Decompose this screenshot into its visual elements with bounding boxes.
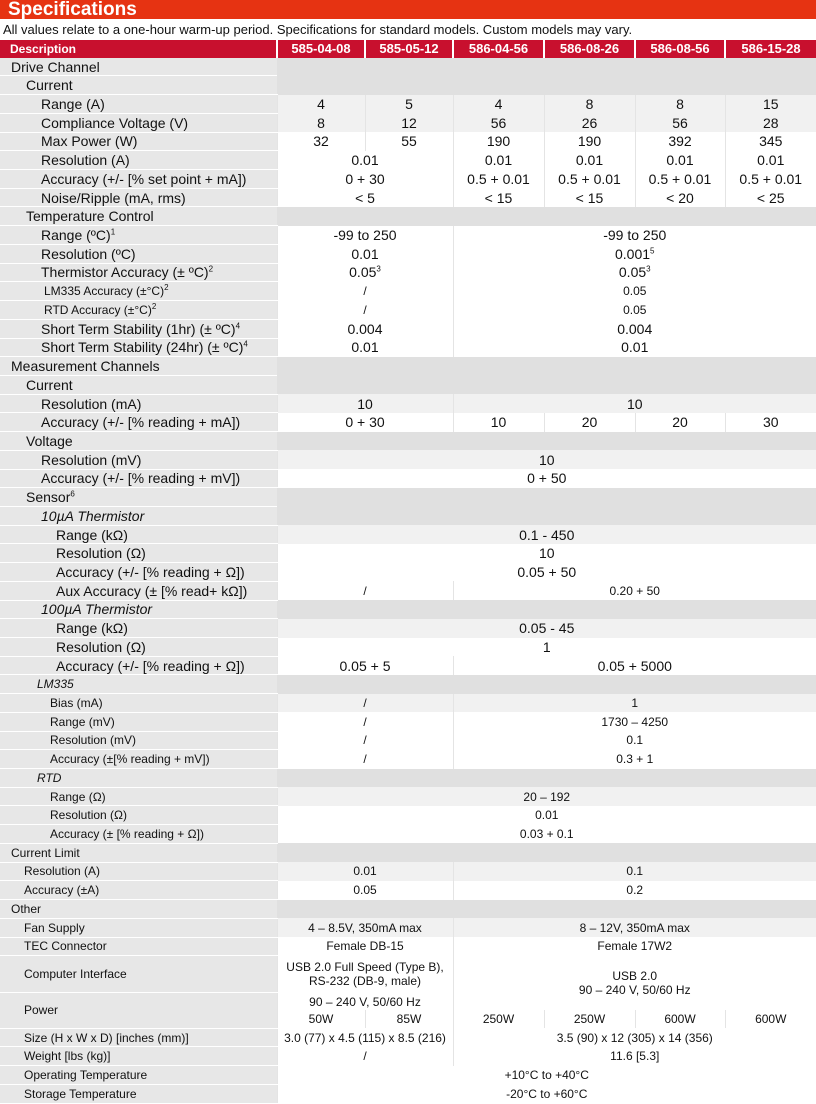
cell: 0 + 50 <box>277 469 816 488</box>
cell: 1 <box>453 694 816 713</box>
row-label: Short Term Stability (24hr) (± ºC)$^4$ <box>0 338 277 357</box>
cell: < 25 <box>725 188 816 207</box>
row-label: Accuracy (+/- [% reading + mV]) <box>0 469 277 488</box>
table-row <box>0 357 816 376</box>
cell: 10 <box>453 394 816 413</box>
row-label: Storage Temperature <box>0 1084 277 1103</box>
cell: 20 <box>635 413 725 432</box>
cell: 10 <box>277 394 453 413</box>
table-row <box>0 600 816 619</box>
cell: USB 2.0 Full Speed (Type B), RS-232 (DB-9, male) <box>277 956 453 993</box>
cell: 4 <box>453 95 544 114</box>
cell: 0.05$^3$ <box>277 263 453 282</box>
cell: < 15 <box>453 188 544 207</box>
table-row <box>0 506 816 525</box>
section-label: Current <box>0 76 277 95</box>
header-model: 586-08-56 <box>635 40 725 58</box>
cell: 0.20 + 50 <box>453 581 816 600</box>
row-label: Thermistor Accuracy (± ºC)$^2$ <box>0 263 277 282</box>
specifications-banner: Specifications <box>0 0 816 19</box>
cell: / <box>277 301 453 320</box>
cell: 0.5 + 0.01 <box>544 170 635 189</box>
cell: 0.01 <box>725 151 816 170</box>
cell: 85W <box>365 1010 453 1028</box>
cell: 3.0 (77) x 4.5 (115) x 8.5 (216) <box>277 1028 453 1047</box>
row-label: Range (ºC)$^1$ <box>0 226 277 245</box>
table-row <box>0 151 816 170</box>
cell: < 20 <box>635 188 725 207</box>
table-row <box>0 188 816 207</box>
section-label: Current Limit <box>0 843 277 862</box>
cell: USB 2.0 90 – 240 V, 50/60 Hz <box>453 956 816 1011</box>
row-label: Resolution (Ω) <box>0 806 277 825</box>
cell: 11.6 [5.3] <box>453 1047 816 1066</box>
section-label: Measurement Channels <box>0 357 277 376</box>
row-label: Accuracy (± [% reading + Ω]) <box>0 825 277 844</box>
section-label: Other <box>0 900 277 919</box>
table-row <box>0 207 816 226</box>
table-row <box>0 544 816 563</box>
section-label: 100µA Thermistor <box>0 600 277 619</box>
section-label: Current <box>0 375 277 394</box>
cell: 10 <box>453 413 544 432</box>
cell: +10°C to +40°C <box>277 1066 816 1085</box>
table-row <box>0 375 816 394</box>
cell: 0.004 <box>277 319 453 338</box>
section-label: 10µA Thermistor <box>0 506 277 525</box>
header-model: 586-04-56 <box>453 40 544 58</box>
header-model: 585-05-12 <box>365 40 453 58</box>
table-header-row <box>0 40 816 58</box>
row-label: Accuracy (±[% reading + mV]) <box>0 750 277 769</box>
row-label: Resolution (mV) <box>0 450 277 469</box>
table-row <box>0 282 816 301</box>
header-model: 585-04-08 <box>277 40 365 58</box>
cell: 0.01 <box>635 151 725 170</box>
section-label: Sensor$^6$ <box>0 488 277 507</box>
section-label: Temperature Control <box>0 207 277 226</box>
cell: 0.05$^3$ <box>453 263 816 282</box>
cell: 90 – 240 V, 50/60 Hz <box>277 993 453 1011</box>
row-label: RTD Accuracy $(\pm^\circ C)^2$ <box>0 301 277 320</box>
header-model: 586-08-26 <box>544 40 635 58</box>
cell: -20°C to +60°C <box>277 1084 816 1103</box>
table-row <box>0 675 816 694</box>
table-row <box>0 432 816 451</box>
cell: 0.1 - 450 <box>277 525 816 544</box>
row-label: Resolution (A) <box>0 151 277 170</box>
cell: 1 <box>277 638 816 657</box>
row-label: Accuracy (±A) <box>0 881 277 900</box>
row-label: Accuracy (+/- [% reading + mA]) <box>0 413 277 432</box>
cell: -99 to 250 <box>453 226 816 245</box>
cell: 0.05 + 5000 <box>453 656 816 675</box>
cell: 345 <box>725 132 816 151</box>
row-label: Computer Interface <box>0 956 277 993</box>
table-row <box>0 319 816 338</box>
table-row <box>0 656 816 675</box>
section-label: LM335 <box>0 675 277 694</box>
cell: 20 – 192 <box>277 787 816 806</box>
cell: -99 to 250 <box>277 226 453 245</box>
cell: 10 <box>277 544 816 563</box>
cell: 0.05 <box>277 881 453 900</box>
table-row <box>0 956 816 993</box>
cell: 0 + 30 <box>277 170 453 189</box>
table-row <box>0 58 816 76</box>
cell: < 5 <box>277 188 453 207</box>
table-row <box>0 769 816 788</box>
cell: / <box>277 282 453 301</box>
table-row <box>0 170 816 189</box>
table-row <box>0 226 816 245</box>
cell: 30 <box>725 413 816 432</box>
row-label: Power <box>0 993 277 1028</box>
cell: 0.05 <box>453 282 816 301</box>
row-label: Fan Supply <box>0 918 277 937</box>
cell: 28 <box>725 113 816 132</box>
table-row <box>0 694 816 713</box>
cell: 0.01 <box>544 151 635 170</box>
cell: 15 <box>725 95 816 114</box>
row-label: Accuracy (+/- [% set point + mA]) <box>0 170 277 189</box>
table-row <box>0 132 816 151</box>
cell: 0.05 - 45 <box>277 619 816 638</box>
table-row <box>0 918 816 937</box>
row-label: Compliance Voltage (V) <box>0 113 277 132</box>
cell: 12 <box>365 113 453 132</box>
cell: 0.05 + 5 <box>277 656 453 675</box>
row-label: LM335 Accuracy $(\pm^\circ C)^2$ <box>0 282 277 301</box>
cell: 55 <box>365 132 453 151</box>
cell: 0.5 + 0.01 <box>635 170 725 189</box>
cell: 0.1 <box>453 731 816 750</box>
table-row <box>0 712 816 731</box>
table-row <box>0 488 816 507</box>
cell: 0.3 + 1 <box>453 750 816 769</box>
intro-text: All values relate to a one-hour warm-up period. Specifications for standard models. Custom models may vary. <box>3 22 633 37</box>
cell: 8 <box>544 95 635 114</box>
table-row <box>0 1028 816 1047</box>
cell: 8 <box>635 95 725 114</box>
table-row <box>0 301 816 320</box>
table-row <box>0 338 816 357</box>
table-row <box>0 581 816 600</box>
row-label: Resolution (Ω) <box>0 544 277 563</box>
cell: 250W <box>544 1010 635 1028</box>
row-label: Range (kΩ) <box>0 619 277 638</box>
cell: / <box>277 712 453 731</box>
cell: 3.5 (90) x 12 (305) x 14 (356) <box>453 1028 816 1047</box>
row-label: Aux Accuracy (± [% read+ kΩ]) <box>0 581 277 600</box>
table-row <box>0 881 816 900</box>
cell: 0.1 <box>453 862 816 881</box>
row-label: Range (Ω) <box>0 787 277 806</box>
table-row <box>0 450 816 469</box>
cell: 392 <box>635 132 725 151</box>
cell: 0.001$^5$ <box>453 244 816 263</box>
cell: 0.004 <box>453 319 816 338</box>
cell: 0.01 <box>453 151 544 170</box>
cell: 0.01 <box>277 151 453 170</box>
cell: 0.03 + 0.1 <box>277 825 816 844</box>
table-row <box>0 263 816 282</box>
cell: 0.05 <box>453 301 816 320</box>
table-row <box>0 525 816 544</box>
row-label: Max Power (W) <box>0 132 277 151</box>
row-label: Resolution (A) <box>0 862 277 881</box>
cell: 32 <box>277 132 365 151</box>
cell: Female 17W2 <box>453 937 816 956</box>
cell: 190 <box>453 132 544 151</box>
row-label: Resolution (mA) <box>0 394 277 413</box>
cell: 4 – 8.5V, 350mA max <box>277 918 453 937</box>
section-label: RTD <box>0 769 277 788</box>
table-row <box>0 619 816 638</box>
row-label: Noise/Ripple (mA, rms) <box>0 188 277 207</box>
cell: 0.01 <box>277 338 453 357</box>
row-label: Resolution (Ω) <box>0 638 277 657</box>
table-row <box>0 806 816 825</box>
cell: 0.05 + 50 <box>277 563 816 582</box>
cell: 4 <box>277 95 365 114</box>
header-model: 586-15-28 <box>725 40 816 58</box>
cell: 250W <box>453 1010 544 1028</box>
cell: 56 <box>635 113 725 132</box>
table-row <box>0 825 816 844</box>
table-row <box>0 244 816 263</box>
cell: 8 <box>277 113 365 132</box>
cell: / <box>277 750 453 769</box>
section-label: Voltage <box>0 432 277 451</box>
row-label: Accuracy (+/- [% reading + Ω]) <box>0 656 277 675</box>
cell: 1730 – 4250 <box>453 712 816 731</box>
row-label: Bias (mA) <box>0 694 277 713</box>
table-row <box>0 750 816 769</box>
table-row <box>0 563 816 582</box>
table-row <box>0 787 816 806</box>
cell: 0.2 <box>453 881 816 900</box>
cell: 0 + 30 <box>277 413 453 432</box>
cell: / <box>277 581 453 600</box>
table-row <box>0 900 816 919</box>
cell: 0.5 + 0.01 <box>725 170 816 189</box>
row-label: Range (kΩ) <box>0 525 277 544</box>
cell: 10 <box>277 450 816 469</box>
table-row <box>0 76 816 95</box>
row-label: Range (A) <box>0 95 277 114</box>
cell: 50W <box>277 1010 365 1028</box>
cell: 600W <box>635 1010 725 1028</box>
table-row <box>0 1084 816 1103</box>
row-label: Size (H x W x D) [inches (mm)] <box>0 1028 277 1047</box>
cell: < 15 <box>544 188 635 207</box>
cell: 190 <box>544 132 635 151</box>
table-row <box>0 413 816 432</box>
cell: / <box>277 1047 453 1066</box>
specifications-table <box>0 40 816 1104</box>
table-row <box>0 862 816 881</box>
table-row <box>0 95 816 114</box>
table-row <box>0 843 816 862</box>
row-label: Weight [lbs (kg)] <box>0 1047 277 1066</box>
row-label: Accuracy (+/- [% reading + Ω]) <box>0 563 277 582</box>
table-row <box>0 113 816 132</box>
table-row <box>0 394 816 413</box>
table-row <box>0 731 816 750</box>
cell: 600W <box>725 1010 816 1028</box>
row-label: Short Term Stability (1hr) (± ºC)$^4$ <box>0 319 277 338</box>
row-label: Resolution (ºC) <box>0 244 277 263</box>
cell: 20 <box>544 413 635 432</box>
row-label: TEC Connector <box>0 937 277 956</box>
row-label: Range (mV) <box>0 712 277 731</box>
cell: 0.01 <box>453 338 816 357</box>
cell: 0.01 <box>277 806 816 825</box>
header-description: Description <box>0 40 277 58</box>
cell: 5 <box>365 95 453 114</box>
cell: 0.01 <box>277 862 453 881</box>
cell: / <box>277 731 453 750</box>
cell: 56 <box>453 113 544 132</box>
cell: Female DB-15 <box>277 937 453 956</box>
cell: 8 – 12V, 350mA max <box>453 918 816 937</box>
table-row <box>0 638 816 657</box>
cell: 0.5 + 0.01 <box>453 170 544 189</box>
table-row <box>0 937 816 956</box>
cell: 0.01 <box>277 244 453 263</box>
row-label: Operating Temperature <box>0 1066 277 1085</box>
cell: / <box>277 694 453 713</box>
row-label: Resolution (mV) <box>0 731 277 750</box>
table-row <box>0 469 816 488</box>
table-row <box>0 1066 816 1085</box>
cell: 26 <box>544 113 635 132</box>
section-label: Drive Channel <box>0 58 277 76</box>
